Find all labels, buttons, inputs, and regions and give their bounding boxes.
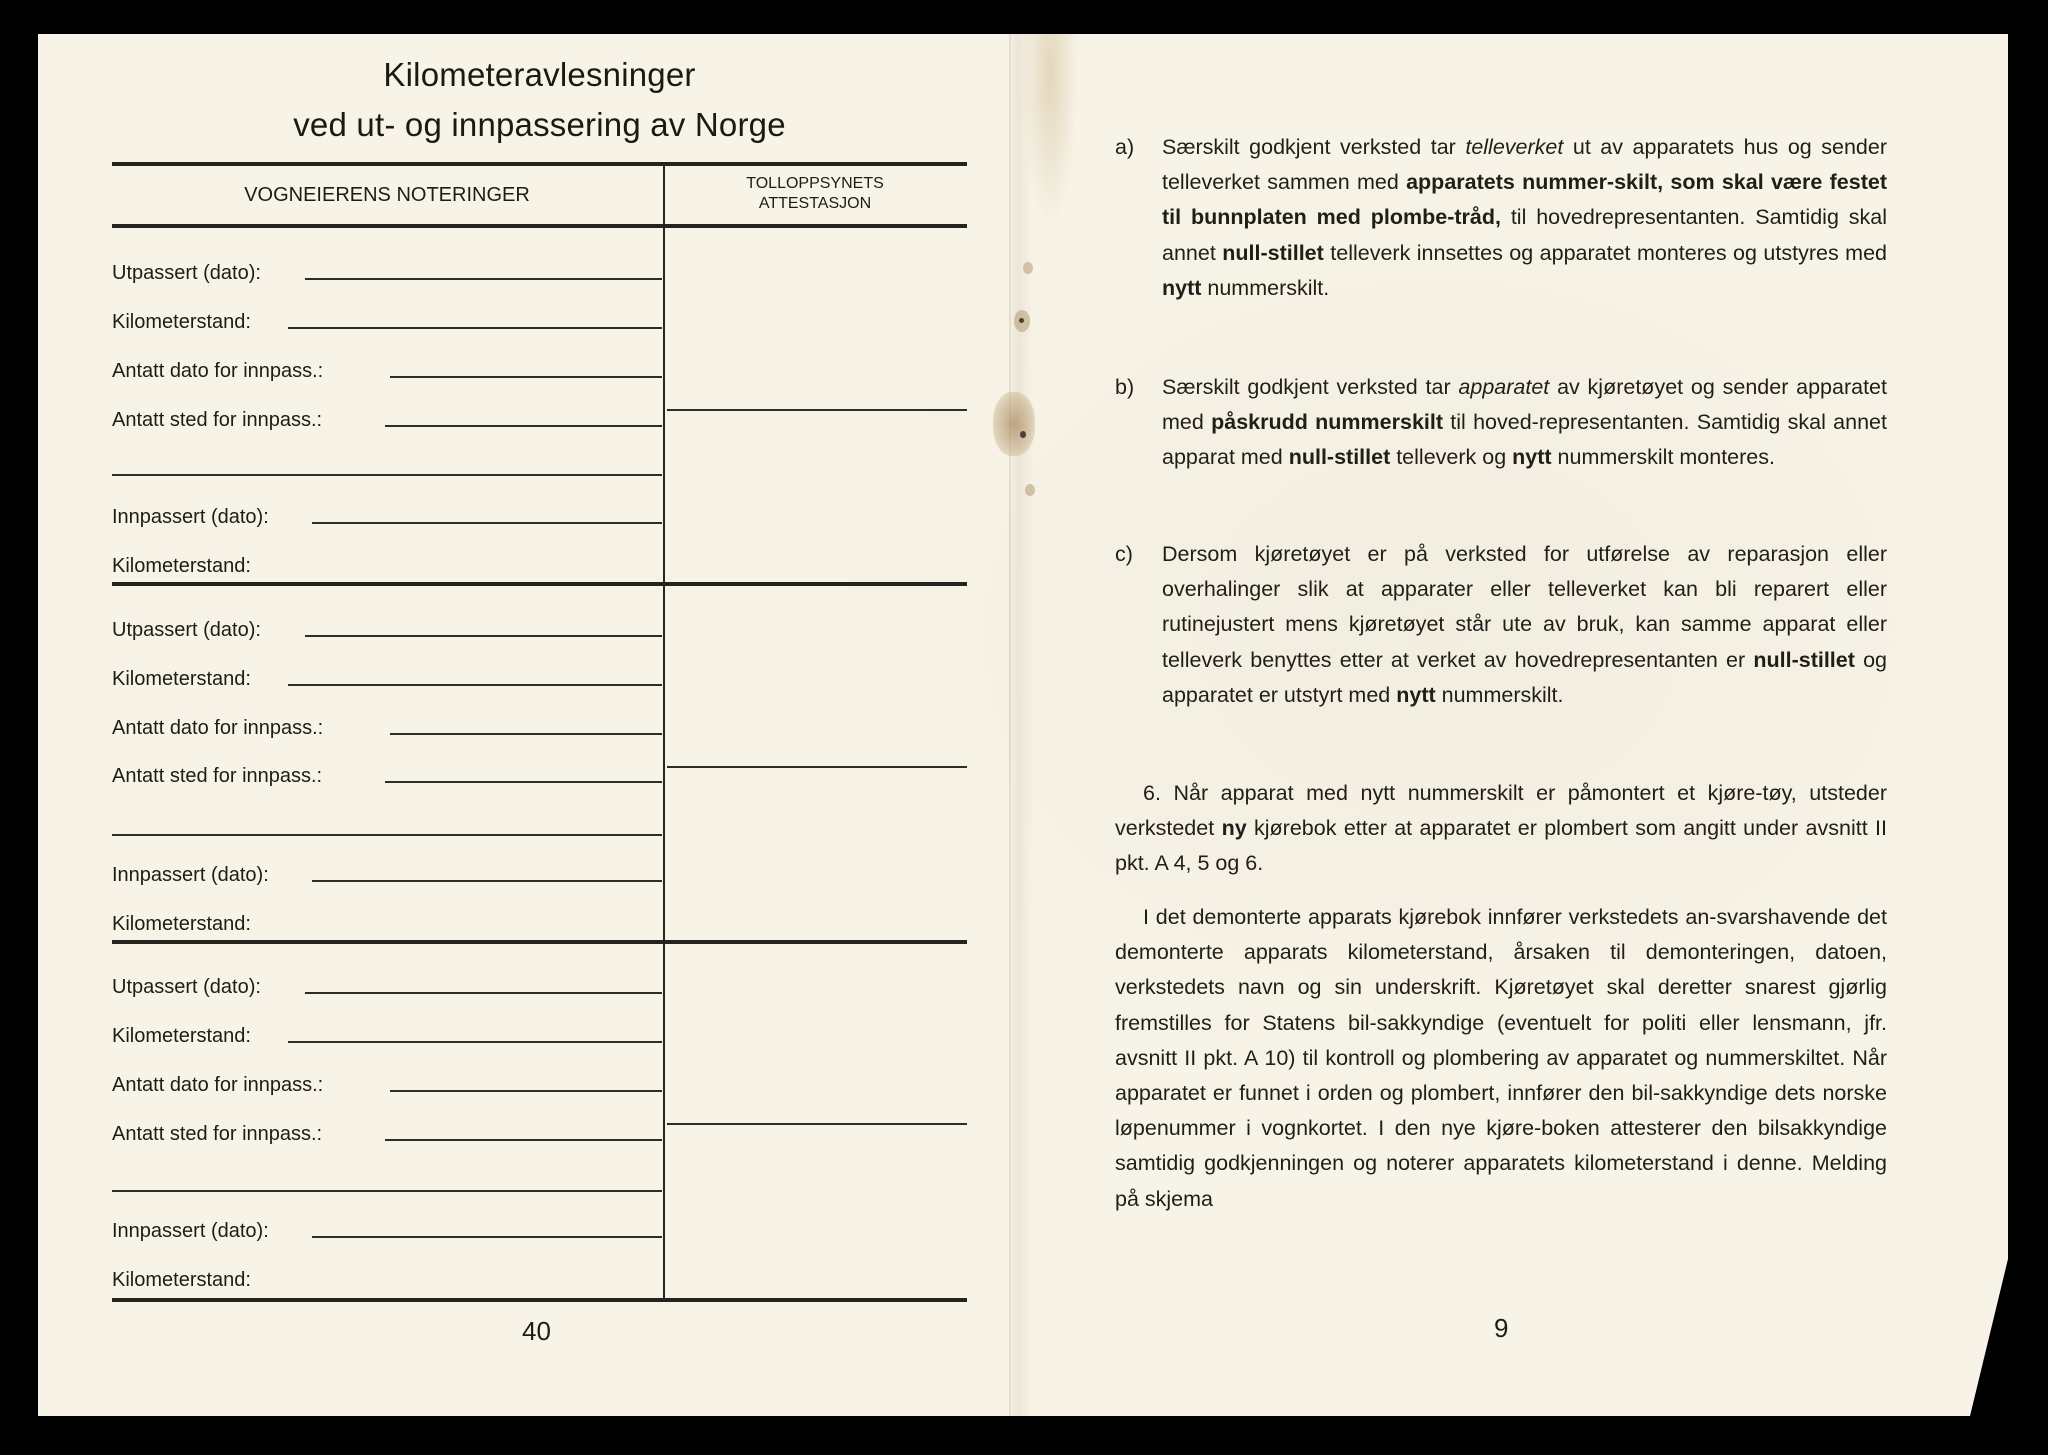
input-line-customs-stamp[interactable] xyxy=(667,1123,967,1125)
label-antatt-dato: Antatt dato for innpass.: xyxy=(112,1074,324,1096)
text-run: ut av apparatets hus og sender telleverket sammen med xyxy=(1162,135,1887,195)
bold-text: nytt xyxy=(1396,682,1436,707)
text-run: telleverk og xyxy=(1390,445,1513,470)
input-line-blank[interactable] xyxy=(112,1190,662,1192)
label-antatt-dato: Antatt dato for innpass.: xyxy=(112,717,324,739)
label-kilometerstand-out: Kilometerstand: xyxy=(112,311,251,333)
item-b xyxy=(1115,370,1887,476)
stain-spot xyxy=(1023,262,1033,274)
header-top-rule xyxy=(112,162,967,166)
input-line-utpassert[interactable] xyxy=(305,635,662,637)
label-antatt-sted: Antatt sted for innpass.: xyxy=(112,409,323,431)
italic-text: telleverket xyxy=(1465,135,1564,159)
item-a xyxy=(1115,130,1887,306)
bold-text: ny xyxy=(1221,816,1247,841)
form-title-line1: Kilometeravlesninger xyxy=(383,56,696,93)
input-line-customs-stamp[interactable] xyxy=(667,409,967,411)
customs-header-line1: TOLLOPPSYNETS xyxy=(746,175,884,192)
input-line-kilometerstand-out[interactable] xyxy=(288,327,662,329)
bold-text: påskrudd nummerskilt xyxy=(1211,410,1444,435)
label-utpassert: Utpassert (dato): xyxy=(112,976,261,998)
block-divider-rule xyxy=(112,940,967,944)
input-line-antatt-sted[interactable] xyxy=(385,425,662,427)
text-run: Dersom kjøretøyet er på verksted for utførelse av reparasjon eller overhalinger slik at apparater eller telleverket kan bli reparert eller rutinejustert mens kjøretøyet står ute av bruk, kan samme apparat eller telleverk benyttes etter at verket av hovedrepresentanten er xyxy=(1162,542,1887,672)
column-header-customs-attestation xyxy=(665,174,965,214)
paragraph-6 xyxy=(1115,776,1887,882)
text-run: og apparatet er utstyrt med xyxy=(1162,647,1888,707)
input-line-innpassert[interactable] xyxy=(312,1236,662,1238)
bold-text: null-stillet xyxy=(1288,445,1391,470)
ink-dot xyxy=(1019,318,1024,323)
label-antatt-sted: Antatt sted for innpass.: xyxy=(112,765,323,787)
label-kilometerstand-in: Kilometerstand: xyxy=(112,1269,251,1291)
text-run: nummerskilt. xyxy=(1435,682,1564,707)
stain-blot xyxy=(993,392,1035,456)
form-bottom-rule xyxy=(112,1298,967,1302)
input-line-kilometerstand-out[interactable] xyxy=(288,684,662,686)
stain-spot xyxy=(1025,484,1035,496)
column-divider xyxy=(663,944,665,1298)
input-line-antatt-dato[interactable] xyxy=(390,376,662,378)
bold-text: null-stillet xyxy=(1753,647,1855,672)
input-line-customs-stamp[interactable] xyxy=(667,766,967,768)
column-divider xyxy=(663,166,665,224)
label-utpassert: Utpassert (dato): xyxy=(112,262,261,284)
input-line-blank[interactable] xyxy=(112,474,662,476)
text-run: telleverk innsettes og apparatet monteres og utstyres med xyxy=(1323,240,1887,265)
input-line-antatt-dato[interactable] xyxy=(390,1090,662,1092)
column-header-owner-notes: VOGNEIERENS NOTERINGER xyxy=(244,184,530,206)
column-divider xyxy=(663,228,665,584)
input-line-antatt-sted[interactable] xyxy=(385,781,662,783)
text-run: til hoved-representanten. Samtidig skal annet apparat med xyxy=(1162,410,1887,470)
text-run: til hovedrepresentanten. Samtidig skal annet xyxy=(1162,205,1887,265)
ink-dot xyxy=(1020,431,1026,438)
input-line-innpassert[interactable] xyxy=(312,880,662,882)
customs-header-line2: ATTESTASJON xyxy=(758,195,872,212)
italic-text: apparatet xyxy=(1458,375,1550,399)
label-kilometerstand-in: Kilometerstand: xyxy=(112,555,251,577)
label-innpassert: Innpassert (dato): xyxy=(112,864,269,886)
label-utpassert: Utpassert (dato): xyxy=(112,619,261,641)
label-kilometerstand-out: Kilometerstand: xyxy=(112,1025,251,1047)
label-kilometerstand-out: Kilometerstand: xyxy=(112,668,251,690)
item-marker: c) xyxy=(1115,542,1133,566)
bold-text: nytt xyxy=(1162,275,1202,300)
block-divider-rule xyxy=(112,582,967,586)
item-c xyxy=(1115,537,1887,713)
label-antatt-sted: Antatt sted for innpass.: xyxy=(112,1123,323,1145)
item-a-text xyxy=(1162,130,1887,306)
page-number-right: 9 xyxy=(1494,1313,1509,1343)
item-c-text xyxy=(1162,537,1887,713)
text-run: kjørebok etter at apparatet er plombert som angitt under avsnitt II pkt. A 4, 5 og 6. xyxy=(1115,816,1887,876)
label-antatt-dato: Antatt dato for innpass.: xyxy=(112,360,324,382)
input-line-kilometerstand-out[interactable] xyxy=(288,1041,662,1043)
bold-text: null-stillet xyxy=(1222,240,1324,265)
item-b-text xyxy=(1162,370,1887,476)
item-marker: a) xyxy=(1115,135,1135,159)
text-run: Særskilt godkjent verksted tar xyxy=(1162,375,1459,399)
text-run: nummerskilt. xyxy=(1201,275,1330,300)
label-innpassert: Innpassert (dato): xyxy=(112,506,269,528)
input-line-innpassert[interactable] xyxy=(312,522,662,524)
column-divider xyxy=(663,586,665,942)
center-fold xyxy=(1009,34,1011,1416)
page-number-left: 40 xyxy=(522,1316,551,1346)
input-line-utpassert[interactable] xyxy=(305,992,662,994)
label-innpassert: Innpassert (dato): xyxy=(112,1220,269,1242)
item-marker: b) xyxy=(1115,375,1135,399)
text-run: I det demonterte apparats kjørebok innfører verkstedets an-svarshavende det demonterte apparats kilometerstand, årsaken til demonteringen, datoen, verkstedets navn og sin underskrift. Kjøretøyet skal deretter snarest gjørlig fremstilles for Statens bil-sakkyndige (eventuelt for politi eller lensmann, jfr. avsnitt II pkt. A 10) til kontroll og plombering av apparatet og nummerskiltet. Når apparatet er funnet i orden og plombert, innfører den bil-sakkyndige dets norske løpenummer i vognkortet. I den nye kjøre-boken attesterer den bilsakkyndige samtidig godkjenningen og noterer apparatets kilometerstand i denne. Melding på skjema xyxy=(1115,905,1887,1211)
form-title-line2: ved ut- og innpassering av Norge xyxy=(293,106,786,143)
label-kilometerstand-in: Kilometerstand: xyxy=(112,913,251,935)
input-line-utpassert[interactable] xyxy=(305,278,662,280)
paragraph-7 xyxy=(1115,900,1887,1217)
input-line-blank[interactable] xyxy=(112,834,662,836)
bold-text: nytt xyxy=(1512,445,1552,470)
input-line-antatt-dato[interactable] xyxy=(390,733,662,735)
text-run: 6. Når apparat med nytt nummerskilt er påmontert et kjøre-tøy, utsteder verkstedet xyxy=(1115,781,1887,841)
header-bottom-rule xyxy=(112,224,967,228)
bold-text: apparatets nummer-skilt, som skal være festet til bunnplaten med plombe-tråd, xyxy=(1162,170,1887,230)
text-run: nummerskilt monteres. xyxy=(1551,445,1775,470)
input-line-antatt-sted[interactable] xyxy=(385,1139,662,1141)
text-run: Særskilt godkjent verksted tar xyxy=(1162,135,1466,159)
text-run: av kjøretøyet og sender apparatet med xyxy=(1162,375,1887,435)
